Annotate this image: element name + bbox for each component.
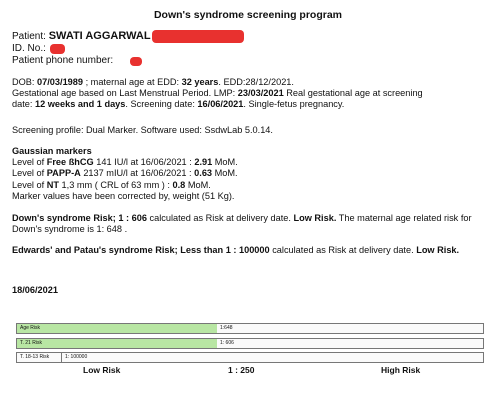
marker-unit: MoM. xyxy=(212,157,238,168)
edwards-risk-heading: Edwards' and Patau's syndrome Risk; Less than 1 : 100000 xyxy=(12,245,270,255)
lmp-suffix: Real gestational age at screening xyxy=(283,88,423,99)
dob-value: 07/03/1989 xyxy=(37,77,84,87)
maternal-age-value: 32 years xyxy=(181,77,219,87)
marker-name: Free ßhCG xyxy=(46,157,94,168)
dob-label: DOB: xyxy=(12,77,35,87)
marker-unit: MoM. xyxy=(212,168,238,179)
redaction-mark xyxy=(50,44,65,54)
id-label: ID. No.: xyxy=(12,43,46,54)
id-line xyxy=(12,43,46,55)
phone-label: Patient phone number: xyxy=(12,55,114,66)
redaction-mark xyxy=(130,57,142,66)
patient-details xyxy=(12,77,482,111)
gest-suffix: . Single-fetus pregnancy. xyxy=(243,99,345,110)
downs-risk-text: calculated as Risk at delivery date. xyxy=(146,213,294,223)
screening-profile: Screening profile: Dual Marker. Software used: SsdwLab 5.0.14. xyxy=(12,125,273,135)
screening-text: . Screening date: xyxy=(125,99,198,110)
marker-value: 2137 mIU/l at 16/06/2021 : xyxy=(80,168,195,179)
bar-label: T. 21 Risk xyxy=(20,340,42,346)
marker-name: PAPP-A xyxy=(46,168,81,179)
downs-risk-heading: Down's syndrome Risk; 1 : 606 xyxy=(12,213,147,223)
bar-label: Age Risk xyxy=(20,325,41,331)
marker-correction: Marker values have been corrected by, weight (51 Kg). xyxy=(12,190,235,201)
redaction-mark xyxy=(152,30,244,43)
gest-prefix: date: xyxy=(12,99,35,110)
marker-prefix: Level of xyxy=(12,179,47,190)
t18-13-risk-bar xyxy=(16,352,484,363)
marker-prefix: Level of xyxy=(12,168,47,179)
marker-mom: 0.63 xyxy=(194,168,213,179)
marker-unit: MoM. xyxy=(185,179,211,190)
gest-age-value: 12 weeks and 1 days xyxy=(35,99,126,110)
patient-name: SWATI AGGARWAL xyxy=(48,30,151,42)
maternal-age-text: ; maternal age at EDD: xyxy=(83,77,182,87)
downs-risk-low: Low Risk. xyxy=(293,213,337,223)
gestation-line-1 xyxy=(12,88,482,99)
bar-value: 1: 606 xyxy=(220,340,234,346)
marker-value: 1,3 mm ( CRL of 63 mm ) : xyxy=(58,179,173,190)
marker-row xyxy=(12,157,482,168)
patient-label: Patient: xyxy=(12,31,46,42)
edd-text: . EDD:28/12/2021. xyxy=(218,77,294,87)
bar-fill xyxy=(17,339,217,348)
t21-risk-bar xyxy=(16,338,484,349)
lmp-prefix: Gestational age based on Last Menstrual Period. LMP: xyxy=(12,88,238,99)
scale-mid-label: 1 : 250 xyxy=(228,365,255,375)
marker-prefix: Level of xyxy=(12,157,47,168)
bar-label: T. 18-13 Risk xyxy=(20,354,50,360)
marker-mom: 2.91 xyxy=(194,157,213,168)
edwards-risk-low: Low Risk. xyxy=(416,245,460,255)
marker-row xyxy=(12,180,482,191)
gaussian-heading: Gaussian markers xyxy=(12,146,92,156)
report-title: Down's syndrome screening program xyxy=(153,9,343,21)
age-risk-bar xyxy=(16,323,484,334)
downs-risk-maternal: The maternal age related risk for Down's syndrome is 1: 648 . xyxy=(12,213,472,235)
lmp-value: 23/03/2021 xyxy=(237,88,284,99)
screening-date-value: 16/06/2021 xyxy=(197,99,244,110)
bar-value: 1:648 xyxy=(220,325,233,331)
bar-fill xyxy=(17,324,217,333)
dob-line xyxy=(12,77,482,88)
report-date: 18/06/2021 xyxy=(12,285,58,295)
phone-line xyxy=(12,55,113,67)
gaussian-markers xyxy=(12,146,482,202)
marker-row xyxy=(12,168,482,179)
gestation-line-2 xyxy=(12,99,482,110)
edwards-risk-text: calculated as Risk at delivery date. xyxy=(269,245,417,255)
scale-high-label: High Risk xyxy=(381,365,421,375)
scale-low-label: Low Risk xyxy=(83,365,121,375)
marker-value: 141 IU/l at 16/06/2021 : xyxy=(93,157,195,168)
bar-value: 1: 100000 xyxy=(65,354,88,360)
edwards-patau-risk xyxy=(12,245,482,256)
patient-name-line xyxy=(12,30,151,43)
marker-mom: 0.8 xyxy=(172,179,186,190)
downs-risk xyxy=(12,213,482,235)
marker-name: NT xyxy=(46,179,59,190)
